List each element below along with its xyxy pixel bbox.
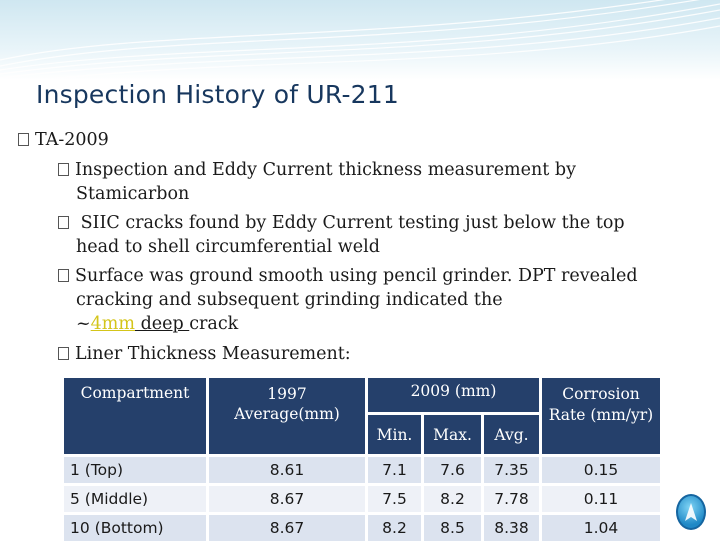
main-bullet xyxy=(18,128,109,152)
cell-avg: 7.78 xyxy=(484,486,539,512)
cell-1997: 8.61 xyxy=(209,457,365,483)
cell-1997: 8.67 xyxy=(209,515,365,541)
col-min: Min. xyxy=(368,415,421,454)
col-corrosion: Corrosion Rate (mm/yr) xyxy=(542,378,660,454)
sub-bullet-4 xyxy=(76,342,666,366)
col-1997-year: 1997 xyxy=(267,385,307,403)
up-arrow-nav-icon xyxy=(683,502,699,524)
cell-min: 8.2 xyxy=(368,515,421,541)
cell-max: 8.2 xyxy=(424,486,481,512)
cell-compartment: 10 (Bottom) xyxy=(64,515,206,541)
thickness-table xyxy=(61,375,663,544)
table-row xyxy=(64,486,660,512)
cell-max: 8.5 xyxy=(424,515,481,541)
cell-compartment: 1 (Top) xyxy=(64,457,206,483)
col-1997-avg: Average(mm) xyxy=(234,405,340,423)
sub-bullet-2 xyxy=(76,211,666,259)
checkbox-bullet-icon xyxy=(58,269,69,282)
crack-size: 4mm xyxy=(90,314,135,334)
cell-avg: 8.38 xyxy=(484,515,539,541)
cell-compartment: 5 (Middle) xyxy=(64,486,206,512)
sub-bullet-1-text: Inspection and Eddy Current thickness measurement by Stamicarbon xyxy=(75,160,576,204)
cell-rate: 0.11 xyxy=(542,486,660,512)
cell-min: 7.5 xyxy=(368,486,421,512)
col-max: Max. xyxy=(424,415,481,454)
header-decoration xyxy=(0,0,720,80)
checkbox-bullet-icon xyxy=(58,347,69,360)
table-row xyxy=(64,457,660,483)
cell-max: 7.6 xyxy=(424,457,481,483)
col-1997 xyxy=(209,378,365,454)
sub-bullet-3 xyxy=(76,264,666,336)
nav-up-button[interactable] xyxy=(676,494,706,530)
checkbox-bullet-icon xyxy=(58,216,69,229)
cell-rate: 1.04 xyxy=(542,515,660,541)
cell-1997: 8.67 xyxy=(209,486,365,512)
cell-avg: 7.35 xyxy=(484,457,539,483)
col-avg: Avg. xyxy=(484,415,539,454)
sub-bullet-1 xyxy=(76,158,666,206)
slide-title: Inspection History of UR-211 xyxy=(36,80,399,109)
checkbox-bullet-icon xyxy=(18,133,29,146)
crack-deep: deep xyxy=(135,314,190,334)
main-bullet-label: TA-2009 xyxy=(35,130,109,150)
sub-bullet-3-text: Surface was ground smooth using pencil grinder. DPT revealed cracking and subsequent grinding indicated the xyxy=(75,266,638,310)
wave-lines-icon xyxy=(0,0,720,80)
col-compartment: Compartment xyxy=(64,378,206,454)
checkbox-bullet-icon xyxy=(58,163,69,176)
cell-min: 7.1 xyxy=(368,457,421,483)
crack-word: crack xyxy=(189,314,239,334)
col-2009: 2009 (mm) xyxy=(368,378,539,412)
sub-bullet-2-text: SIIC cracks found by Eddy Current testing just below the top head to shell circumferential weld xyxy=(75,213,625,257)
table-row xyxy=(64,515,660,541)
cell-rate: 0.15 xyxy=(542,457,660,483)
crack-prefix: ~ xyxy=(76,314,91,334)
sub-bullet-4-text: Liner Thickness Measurement: xyxy=(75,344,351,364)
